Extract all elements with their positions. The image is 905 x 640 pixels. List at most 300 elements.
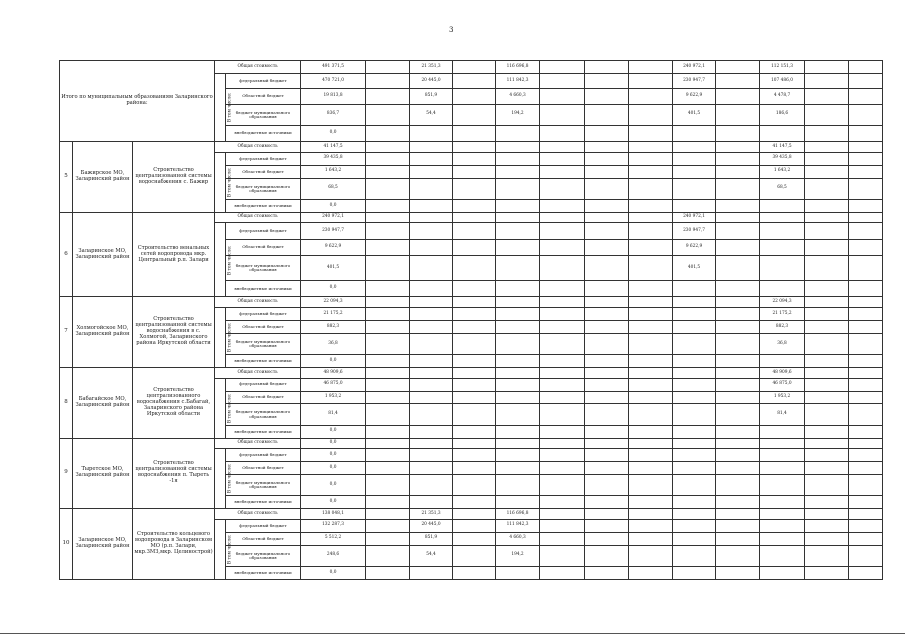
source-value-cell — [760, 475, 805, 496]
source-value-cell — [585, 475, 629, 496]
municipality-name: Тыретское МО, Заларинский район — [73, 438, 133, 509]
total-value-cell — [366, 212, 410, 223]
source-value-cell — [410, 404, 453, 425]
source-value-cell — [496, 308, 540, 321]
source-value-cell: 0,0 — [301, 425, 366, 438]
project-name: Строительство централизованного водоснабжения с.Бабагай, Заларинского района Иркутской области — [133, 367, 215, 438]
source-value-cell — [673, 333, 716, 354]
source-value-cell — [629, 280, 673, 296]
source-value-cell — [585, 104, 629, 125]
total-value-cell: 112 151,3 — [760, 61, 805, 74]
source-value-cell — [453, 566, 496, 579]
source-value-cell — [629, 391, 673, 404]
source-value-cell: 39 435,8 — [760, 152, 805, 165]
total-value-cell — [585, 212, 629, 223]
source-value-cell — [629, 165, 673, 178]
source-value-cell: 1 643,2 — [301, 165, 366, 178]
source-value-cell — [410, 165, 453, 178]
total-value-cell — [585, 142, 629, 153]
total-cost-label: Общая стоимость — [215, 212, 301, 223]
funding-source-label: федеральный бюджет — [226, 308, 301, 321]
source-value-cell — [805, 308, 849, 321]
source-value-cell: 132 287,3 — [301, 519, 366, 532]
table-row-total — [60, 142, 883, 153]
source-value-cell — [410, 178, 453, 199]
source-value-cell — [453, 519, 496, 532]
source-value-cell — [805, 566, 849, 579]
source-value-cell — [410, 378, 453, 391]
source-value-cell — [366, 280, 410, 296]
source-value-cell — [496, 391, 540, 404]
source-value-cell — [366, 239, 410, 255]
source-value-cell: 1 953,2 — [301, 391, 366, 404]
source-value-cell — [366, 333, 410, 354]
total-value-cell: 41 147,5 — [301, 142, 366, 153]
source-value-cell — [496, 462, 540, 475]
source-value-cell — [716, 280, 760, 296]
source-value-cell: 68,5 — [301, 178, 366, 199]
total-value-cell — [760, 509, 805, 520]
source-value-cell: 0,0 — [301, 199, 366, 212]
source-value-cell — [453, 378, 496, 391]
source-value-cell — [805, 239, 849, 255]
source-value-cell — [716, 152, 760, 165]
total-value-cell — [629, 142, 673, 153]
total-value-cell — [366, 142, 410, 153]
source-value-cell: 20 445,0 — [410, 73, 453, 88]
total-value-cell — [585, 61, 629, 74]
source-value-cell — [629, 519, 673, 532]
funding-source-label: бюджет муниципального образования — [226, 256, 301, 281]
total-value-cell — [629, 509, 673, 520]
source-value-cell: 230 947,7 — [301, 223, 366, 239]
source-value-cell — [366, 199, 410, 212]
source-value-cell: 21 175,2 — [760, 308, 805, 321]
source-value-cell — [585, 239, 629, 255]
table-row-total — [60, 61, 883, 74]
source-value-cell — [849, 256, 883, 281]
source-value-cell: 851,9 — [410, 532, 453, 545]
total-cost-label: Общая стоимость — [215, 61, 301, 74]
group-title: Итого по муниципальным образованиям Заларинского района: — [60, 61, 215, 142]
total-value-cell: 48 909,6 — [760, 367, 805, 378]
including-label-cell — [215, 223, 233, 297]
source-value-cell — [366, 308, 410, 321]
source-value-cell — [716, 178, 760, 199]
table-row-total — [60, 212, 883, 223]
total-value-cell — [805, 61, 849, 74]
total-value-cell — [453, 61, 496, 74]
source-value-cell: 0,0 — [301, 475, 366, 496]
source-value-cell: 186,6 — [760, 104, 805, 125]
source-value-cell — [805, 355, 849, 368]
total-value-cell: 240 972,1 — [301, 212, 366, 223]
row-number: 10 — [60, 509, 73, 580]
source-value-cell — [453, 104, 496, 125]
source-value-cell — [540, 462, 585, 475]
total-value-cell — [716, 61, 760, 74]
source-value-cell — [805, 475, 849, 496]
including-label-cell — [215, 378, 233, 438]
source-value-cell — [410, 496, 453, 509]
total-value-cell — [496, 367, 540, 378]
source-value-cell — [366, 496, 410, 509]
total-value-cell — [673, 367, 716, 378]
source-value-cell — [760, 223, 805, 239]
source-value-cell: 46 875,0 — [760, 378, 805, 391]
source-value-cell: 401,5 — [673, 104, 716, 125]
total-value-cell — [410, 142, 453, 153]
source-value-cell — [716, 89, 760, 104]
source-value-cell: 54,4 — [410, 104, 453, 125]
source-value-cell — [760, 425, 805, 438]
source-value-cell — [716, 391, 760, 404]
funding-source-label: Областной бюджет — [226, 462, 301, 475]
source-value-cell — [716, 223, 760, 239]
source-value-cell — [849, 566, 883, 579]
total-value-cell — [716, 212, 760, 223]
source-value-cell — [716, 333, 760, 354]
source-value-cell — [673, 308, 716, 321]
source-value-cell — [760, 496, 805, 509]
total-value-cell — [540, 212, 585, 223]
total-value-cell: 21 351,3 — [410, 509, 453, 520]
source-value-cell — [540, 545, 585, 566]
source-value-cell — [716, 532, 760, 545]
source-value-cell — [453, 89, 496, 104]
source-value-cell — [585, 449, 629, 462]
source-value-cell — [453, 449, 496, 462]
source-value-cell — [805, 404, 849, 425]
source-value-cell — [849, 199, 883, 212]
source-value-cell — [540, 73, 585, 88]
source-value-cell — [805, 425, 849, 438]
source-value-cell — [496, 152, 540, 165]
source-value-cell — [673, 378, 716, 391]
source-value-cell — [629, 566, 673, 579]
source-value-cell — [366, 125, 410, 141]
source-value-cell — [410, 391, 453, 404]
total-value-cell — [673, 142, 716, 153]
total-cost-label: Общая стоимость — [215, 142, 301, 153]
source-value-cell — [410, 355, 453, 368]
source-value-cell — [453, 320, 496, 333]
row-number: 9 — [60, 438, 73, 509]
total-value-cell — [540, 438, 585, 449]
including-label: В том числе: — [227, 322, 233, 353]
source-value-cell — [366, 545, 410, 566]
funding-source-label: федеральный бюджет — [226, 152, 301, 165]
funding-source-label: внебюджетные источники — [226, 355, 301, 368]
total-value-cell — [629, 297, 673, 308]
including-label-cell — [215, 73, 233, 141]
source-value-cell — [410, 425, 453, 438]
row-number: 5 — [60, 142, 73, 213]
total-cost-label: Общая стоимость — [215, 438, 301, 449]
source-value-cell — [849, 425, 883, 438]
source-value-cell — [540, 355, 585, 368]
source-value-cell — [585, 125, 629, 141]
source-value-cell — [849, 378, 883, 391]
source-value-cell: 4 660,3 — [496, 532, 540, 545]
source-value-cell — [366, 462, 410, 475]
budget-table — [59, 60, 883, 580]
source-value-cell — [540, 475, 585, 496]
source-value-cell — [805, 104, 849, 125]
source-value-cell: 401,5 — [673, 256, 716, 281]
source-value-cell — [805, 178, 849, 199]
source-value-cell — [849, 532, 883, 545]
funding-source-label: бюджет муниципального образования — [226, 333, 301, 354]
source-value-cell — [585, 425, 629, 438]
source-value-cell — [849, 89, 883, 104]
source-value-cell — [585, 355, 629, 368]
source-value-cell — [760, 355, 805, 368]
source-value-cell — [540, 425, 585, 438]
source-value-cell — [540, 449, 585, 462]
source-value-cell — [716, 125, 760, 141]
source-value-cell — [805, 256, 849, 281]
source-value-cell — [673, 199, 716, 212]
source-value-cell: 68,5 — [760, 178, 805, 199]
source-value-cell — [629, 532, 673, 545]
total-value-cell — [849, 142, 883, 153]
source-value-cell — [673, 519, 716, 532]
source-value-cell: 9 622,9 — [673, 239, 716, 255]
source-value-cell — [849, 178, 883, 199]
source-value-cell — [629, 125, 673, 141]
funding-source-label: бюджет муниципального образования — [226, 404, 301, 425]
source-value-cell — [585, 178, 629, 199]
total-value-cell: 116 696,8 — [496, 61, 540, 74]
source-value-cell — [805, 89, 849, 104]
source-value-cell — [760, 239, 805, 255]
source-value-cell — [496, 199, 540, 212]
source-value-cell — [716, 320, 760, 333]
source-value-cell — [496, 566, 540, 579]
total-value-cell — [849, 367, 883, 378]
source-value-cell: 836,7 — [301, 104, 366, 125]
including-label-cell — [215, 308, 233, 368]
total-value-cell — [805, 212, 849, 223]
total-cost-label: Общая стоимость — [215, 367, 301, 378]
source-value-cell — [805, 165, 849, 178]
source-value-cell — [540, 125, 585, 141]
total-value-cell: 21 351,3 — [410, 61, 453, 74]
total-value-cell — [673, 438, 716, 449]
table-row-total — [60, 367, 883, 378]
source-value-cell: 81,4 — [301, 404, 366, 425]
source-value-cell — [453, 256, 496, 281]
source-value-cell — [629, 73, 673, 88]
total-value-cell — [496, 142, 540, 153]
source-value-cell — [805, 391, 849, 404]
source-value-cell — [629, 496, 673, 509]
funding-source-label: Областной бюджет — [226, 532, 301, 545]
source-value-cell — [849, 280, 883, 296]
source-value-cell — [410, 308, 453, 321]
source-value-cell: 0,0 — [301, 280, 366, 296]
source-value-cell — [805, 545, 849, 566]
source-value-cell — [585, 280, 629, 296]
source-value-cell — [540, 199, 585, 212]
source-value-cell: 5 512,2 — [301, 532, 366, 545]
including-label-cell — [215, 449, 233, 509]
row-number: 8 — [60, 367, 73, 438]
total-value-cell — [849, 297, 883, 308]
funding-source-label: Областной бюджет — [226, 320, 301, 333]
source-value-cell: 54,4 — [410, 545, 453, 566]
source-value-cell — [496, 280, 540, 296]
total-value-cell — [540, 142, 585, 153]
total-value-cell — [760, 438, 805, 449]
source-value-cell — [805, 496, 849, 509]
source-value-cell — [673, 391, 716, 404]
source-value-cell — [673, 280, 716, 296]
source-value-cell — [849, 355, 883, 368]
source-value-cell — [805, 519, 849, 532]
source-value-cell — [805, 532, 849, 545]
source-value-cell — [716, 308, 760, 321]
total-value-cell: 491 371,5 — [301, 61, 366, 74]
table-row-total — [60, 509, 883, 520]
funding-source-label: федеральный бюджет — [226, 223, 301, 239]
funding-source-label: внебюджетные источники — [226, 199, 301, 212]
total-value-cell — [673, 297, 716, 308]
source-value-cell — [629, 462, 673, 475]
source-value-cell — [453, 73, 496, 88]
source-value-cell — [716, 475, 760, 496]
source-value-cell — [453, 333, 496, 354]
total-value-cell — [716, 367, 760, 378]
source-value-cell — [629, 333, 673, 354]
source-value-cell — [366, 391, 410, 404]
source-value-cell — [453, 239, 496, 255]
total-value-cell — [366, 438, 410, 449]
source-value-cell — [410, 320, 453, 333]
source-value-cell — [673, 152, 716, 165]
source-value-cell — [849, 475, 883, 496]
funding-source-label: федеральный бюджет — [226, 73, 301, 88]
source-value-cell — [805, 152, 849, 165]
total-value-cell — [410, 438, 453, 449]
source-value-cell — [366, 152, 410, 165]
project-name: Строительство централизованной системы водоснабжения в с. Холмогой, Заларинского района Иркутской области — [133, 297, 215, 368]
source-value-cell — [629, 178, 673, 199]
source-value-cell — [760, 462, 805, 475]
source-value-cell — [673, 125, 716, 141]
total-value-cell — [629, 61, 673, 74]
source-value-cell: 194,2 — [496, 104, 540, 125]
source-value-cell — [805, 280, 849, 296]
source-value-cell — [540, 223, 585, 239]
source-value-cell — [673, 425, 716, 438]
total-value-cell — [496, 438, 540, 449]
total-value-cell — [716, 438, 760, 449]
source-value-cell — [453, 355, 496, 368]
source-value-cell — [716, 165, 760, 178]
source-value-cell — [585, 223, 629, 239]
funding-source-label: внебюджетные источники — [226, 496, 301, 509]
including-label: В том числе: — [227, 463, 233, 494]
funding-source-label: федеральный бюджет — [226, 449, 301, 462]
source-value-cell — [760, 519, 805, 532]
source-value-cell: 470 721,0 — [301, 73, 366, 88]
source-value-cell — [716, 462, 760, 475]
funding-source-label: Областной бюджет — [226, 391, 301, 404]
source-value-cell — [585, 496, 629, 509]
source-value-cell — [410, 152, 453, 165]
source-value-cell — [410, 475, 453, 496]
total-value-cell — [453, 367, 496, 378]
source-value-cell: 4 478,7 — [760, 89, 805, 104]
source-value-cell — [716, 496, 760, 509]
total-value-cell — [496, 297, 540, 308]
funding-source-label: внебюджетные источники — [226, 566, 301, 579]
project-name: Строительство кольцевого водопровода в Заларинском МО (р.п. Залари, мкр.ЗМЗ,мкр. Целинострой) — [133, 509, 215, 580]
source-value-cell — [849, 320, 883, 333]
source-value-cell — [540, 519, 585, 532]
total-cost-label: Общая стоимость — [215, 297, 301, 308]
source-value-cell: 0,0 — [301, 449, 366, 462]
source-value-cell — [540, 333, 585, 354]
source-value-cell — [849, 308, 883, 321]
source-value-cell — [629, 378, 673, 391]
source-value-cell — [540, 391, 585, 404]
source-value-cell: 0,0 — [301, 496, 366, 509]
source-value-cell — [849, 165, 883, 178]
source-value-cell — [585, 566, 629, 579]
source-value-cell — [453, 475, 496, 496]
source-value-cell — [410, 199, 453, 212]
source-value-cell — [410, 256, 453, 281]
total-value-cell — [585, 367, 629, 378]
funding-source-label: Областной бюджет — [226, 165, 301, 178]
source-value-cell — [453, 425, 496, 438]
source-value-cell: 81,4 — [760, 404, 805, 425]
source-value-cell: 0,0 — [301, 566, 366, 579]
total-value-cell — [366, 509, 410, 520]
source-value-cell — [366, 355, 410, 368]
source-value-cell — [366, 378, 410, 391]
source-value-cell: 4 660,3 — [496, 89, 540, 104]
source-value-cell — [629, 104, 673, 125]
total-value-cell: 22 094,3 — [301, 297, 366, 308]
source-value-cell — [673, 320, 716, 333]
source-value-cell: 36,8 — [301, 333, 366, 354]
total-value-cell — [410, 297, 453, 308]
source-value-cell — [849, 519, 883, 532]
source-value-cell — [805, 125, 849, 141]
source-value-cell — [410, 449, 453, 462]
total-value-cell — [366, 61, 410, 74]
source-value-cell: 36,8 — [760, 333, 805, 354]
source-value-cell — [453, 462, 496, 475]
source-value-cell — [496, 333, 540, 354]
source-value-cell — [540, 320, 585, 333]
total-value-cell — [716, 509, 760, 520]
funding-source-label: бюджет муниципального образования — [226, 104, 301, 125]
source-value-cell — [496, 355, 540, 368]
source-value-cell — [849, 404, 883, 425]
total-value-cell — [849, 61, 883, 74]
source-value-cell — [673, 545, 716, 566]
source-value-cell — [410, 239, 453, 255]
total-value-cell — [540, 509, 585, 520]
source-value-cell — [585, 199, 629, 212]
source-value-cell — [585, 545, 629, 566]
total-value-cell — [805, 509, 849, 520]
